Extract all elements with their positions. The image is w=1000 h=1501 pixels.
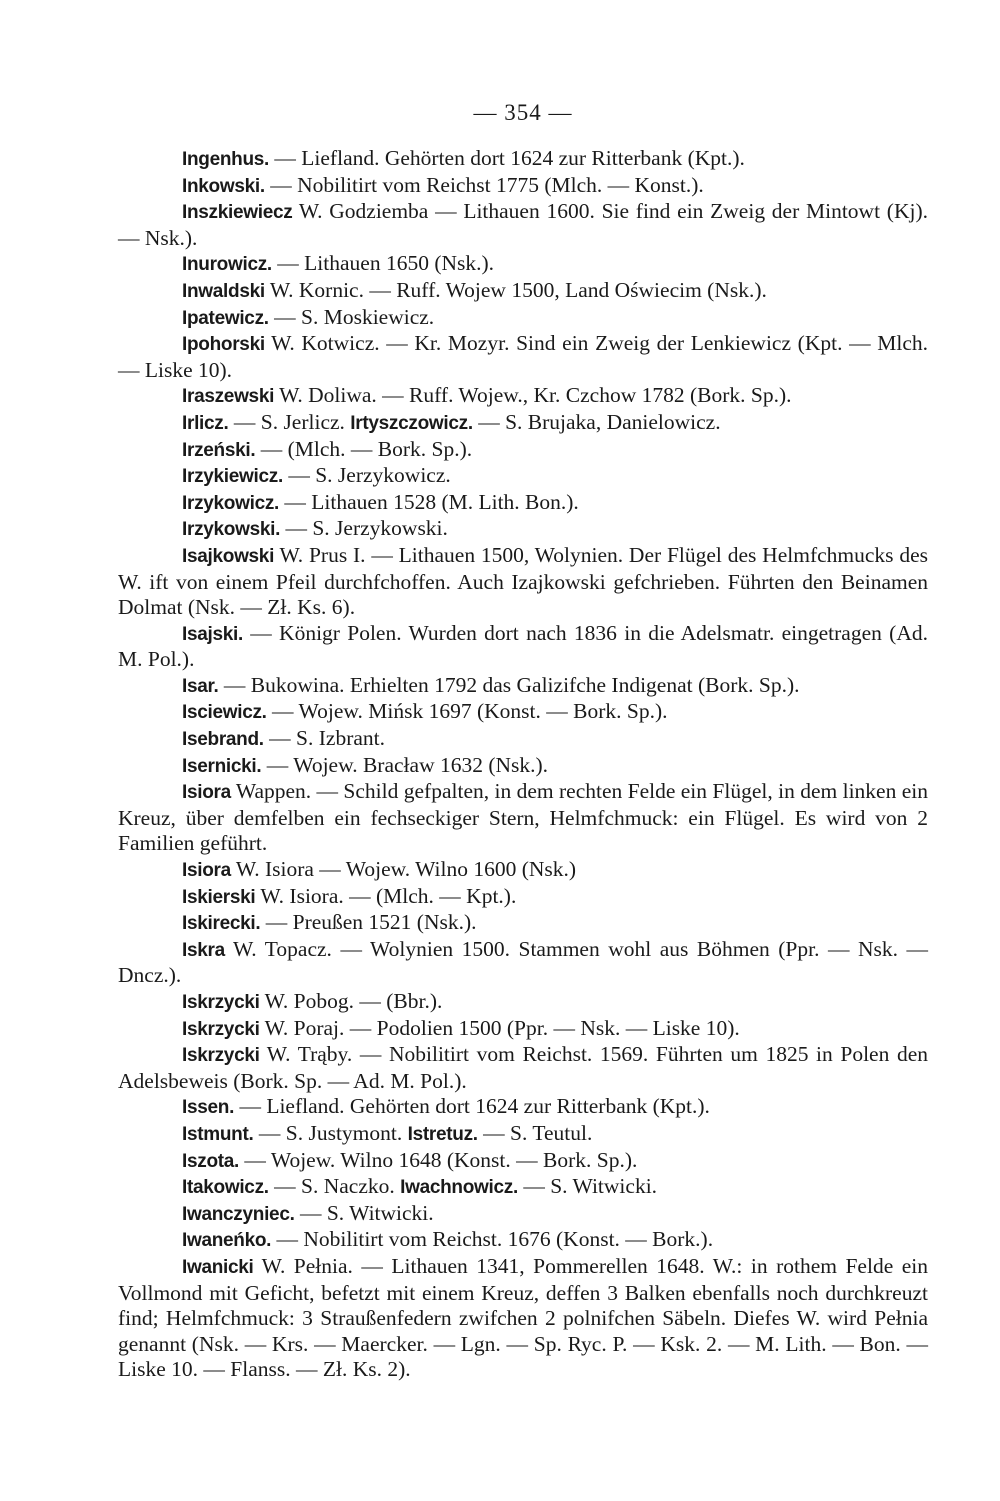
entry-headword: Ipatewicz.	[182, 307, 269, 329]
entry	[118, 884, 928, 911]
entry	[118, 753, 928, 780]
entry-list	[118, 146, 928, 1383]
entry	[118, 199, 928, 251]
entry-text: W. Pełnia. — Lithauen 1341, Pommerellen 1648. W.: in rothem Felde ein Vollmond mit Geficht, befetzt mit einem Kreuz, deffen 3 Balken ebenfalls noch durchkreuzt find; Helmfchmuck: 3 Straußenfedern zwifchen 2 polnifchen Säbeln. Diefes W. wird Pełnia genannt (Nsk. — Krs. — Maercker. — Lgn. — Sp. Ryc. P. — Ksk. 2. — M. Lith. — Bon. — Liske 10. — Flanss. — Zł. Ks. 2).	[118, 1253, 928, 1382]
entry	[118, 331, 928, 383]
entry-text: W. Topacz. — Wolynien 1500. Stammen wohl aus Böhmen (Ppr. — Nsk. — Dncz.).	[118, 936, 928, 988]
entry	[118, 410, 928, 437]
entry-text: — Königr Polen. Wurden dort nach 1836 in die Adelsmatr. eingetragen (Ad. M. Pol.).	[118, 620, 928, 672]
entry-headword: Iwachnowicz.	[400, 1177, 518, 1199]
entry	[118, 490, 928, 517]
entry-text: — S. Izbrant.	[263, 726, 385, 751]
entry	[118, 699, 928, 726]
entry	[118, 278, 928, 305]
entry	[118, 1174, 928, 1201]
entry-text: — S. Justymont.	[253, 1120, 408, 1145]
entry-headword: Isiora	[182, 860, 231, 882]
entry-text: — Wojew. Wilno 1648 (Konst. — Bork. Sp.).	[239, 1147, 638, 1172]
entry	[118, 1042, 928, 1094]
entry	[118, 251, 928, 278]
entry-headword: Iwanicki	[182, 1256, 254, 1278]
entry	[118, 1254, 928, 1383]
entry-headword: Inwaldski	[182, 280, 265, 302]
entry-headword: Iraszewski	[182, 386, 275, 408]
entry	[118, 1227, 928, 1254]
entry-headword: Itakowicz.	[182, 1177, 269, 1199]
entry-text: — Lithauen 1650 (Nsk.).	[271, 251, 495, 276]
entry	[118, 989, 928, 1016]
entry	[118, 437, 928, 464]
entry-text: W. Doliwa. — Ruff. Wojew., Kr. Czchow 1782 (Bork. Sp.).	[274, 383, 792, 408]
entry-headword: Isajkowski	[182, 545, 275, 567]
entry-text: W. Pobog. — (Bbr.).	[259, 989, 443, 1013]
entry-headword: Issen.	[182, 1097, 235, 1119]
entry-headword: Irzykowski.	[182, 519, 281, 541]
entry-headword: Ingenhus.	[182, 149, 270, 170]
entry-text: — Preußen 1521 (Nsk.).	[260, 910, 477, 935]
entry-headword: Iwanczyniec.	[182, 1203, 295, 1225]
entry	[118, 173, 928, 200]
entry-text: — Nobilitirt vom Reichst. 1676 (Konst. — Bork.).	[271, 1227, 714, 1252]
entry-text: W. Trąby. — Nobilitirt vom Reichst. 1569. Führten um 1825 in Polen den Adelsbeweis (Bork. Sp. — Ad. M. Pol.).	[118, 1042, 928, 1093]
entry-text: — Bukowina. Erhielten 1792 das Galizifche Indigenat (Bork. Sp.).	[218, 672, 800, 697]
entry-text: — S. Teutul.	[477, 1120, 593, 1145]
entry-text: W. Kornic. — Ruff. Wojew 1500, Land Oświecim (Nsk.).	[264, 277, 767, 302]
entry-headword: Iskrzycki	[182, 1045, 260, 1067]
entry	[118, 1201, 928, 1228]
entry-headword: Isebrand.	[182, 729, 264, 751]
entry-headword: Iskierski	[182, 886, 256, 908]
entry	[118, 673, 928, 700]
entry-text: Wappen. — Schild gefpalten, in dem rechten Felde ein Flügel, in dem linken ein Kreuz, über demfelben ein fechseckiger Stern, Helmfchmuck: ein Flügel. Es wird von 2 Familien geführt.	[118, 779, 928, 856]
entry-headword: Iskrzycki	[182, 992, 260, 1013]
entry	[118, 383, 928, 410]
entry	[118, 857, 928, 884]
entry-text: — Wojew. Mińsk 1697 (Konst. — Bork. Sp.).	[266, 699, 668, 724]
entry	[118, 305, 928, 332]
entry	[118, 779, 928, 857]
entry-headword: Iskra	[182, 939, 225, 961]
entry-text: — Nobilitirt vom Reichst 1775 (Mlch. — Konst.).	[264, 172, 704, 197]
entry	[118, 543, 928, 621]
entry-headword: Irlicz.	[182, 412, 229, 434]
entry-text: — Lithauen 1528 (M. Lith. Bon.).	[279, 489, 579, 514]
entry-text: — S. Witwicki.	[294, 1200, 434, 1225]
entry-headword: Iwaneńko.	[182, 1230, 272, 1252]
entry-text: W. Isiora — Wojew. Wilno 1600 (Nsk.)	[230, 857, 577, 882]
entry	[118, 146, 928, 173]
entry-text: — Wojew. Bracław 1632 (Nsk.).	[261, 752, 549, 777]
entry	[118, 463, 928, 490]
entry	[118, 726, 928, 753]
entry	[118, 1016, 928, 1043]
entry-headword: Ipohorski	[182, 334, 265, 356]
entry-headword: Isiora	[182, 782, 231, 804]
entry-headword: Iszota.	[182, 1150, 240, 1172]
entry-text: W. Prus I. — Lithauen 1500, Wolynien. Der Flügel des Helmfchmucks des W. ift von einem Pfeil durchfchoffen. Auch Izajkowski gefchrieben. Führten den Beinamen Dolmat (Nsk. — Zł. Ks. 6).	[118, 542, 928, 620]
entry-headword: Isernicki.	[182, 755, 262, 777]
entry-text: W. Godziemba — Lithauen 1600. Sie find ein Zweig der Mintowt (Kj). — Nsk.).	[118, 199, 928, 250]
entry	[118, 1121, 928, 1148]
entry-headword: Inurowicz.	[182, 254, 272, 276]
entry-text: — Liefland. Gehörten dort 1624 zur Ritterbank (Kpt.).	[234, 1094, 710, 1119]
entry-headword: Inszkiewiecz	[182, 202, 293, 224]
entry-headword: Istmunt.	[182, 1123, 254, 1145]
entry	[118, 1094, 928, 1121]
entry-text: — S. Naczko.	[268, 1174, 401, 1199]
entry	[118, 621, 928, 673]
entry-headword: Iskirecki.	[182, 913, 261, 935]
entry	[118, 937, 928, 989]
entry-text: — S. Witwicki.	[517, 1174, 658, 1199]
entry-headword: Inkowski.	[182, 175, 265, 197]
entry-text: — S. Jerzykowski.	[280, 516, 448, 541]
entry-headword: Irtyszczowicz.	[350, 412, 473, 434]
entry-headword: Iskrzycki	[182, 1018, 260, 1040]
page-number: — 354 —	[473, 100, 573, 125]
entry-text: — Liefland. Gehörten dort 1624 zur Ritterbank (Kpt.).	[269, 146, 745, 170]
entry-headword: Irzykowicz.	[182, 492, 280, 514]
entry-text: — S. Jerzykowicz.	[282, 463, 451, 488]
entry-headword: Isar.	[182, 675, 219, 697]
entry	[118, 516, 928, 543]
entry-text: — S. Brujaka, Danielowicz.	[472, 409, 721, 434]
entry-text: — S. Moskiewicz.	[268, 304, 435, 329]
entry-headword: Isciewicz.	[182, 702, 267, 724]
entry	[118, 910, 928, 937]
entry-text: W. Kotwicz. — Kr. Mozyr. Sind ein Zweig der Lenkiewicz (Kpt. — Mlch. — Liske 10).	[118, 331, 928, 382]
entry-text: W. Isiora. — (Mlch. — Kpt.).	[255, 883, 517, 908]
entry-text: W. Poraj. — Podolien 1500 (Ppr. — Nsk. — Liske 10).	[259, 1015, 740, 1040]
entry-headword: Irzykiewicz.	[182, 466, 283, 488]
entry-headword: Istretuz.	[407, 1123, 478, 1145]
entry-text: — (Mlch. — Bork. Sp.).	[255, 436, 473, 461]
entry-text: — S. Jerlicz.	[228, 409, 351, 434]
entry-headword: Isajski.	[182, 623, 243, 645]
entry-headword: Irzeński.	[182, 439, 256, 461]
entry	[118, 1148, 928, 1175]
